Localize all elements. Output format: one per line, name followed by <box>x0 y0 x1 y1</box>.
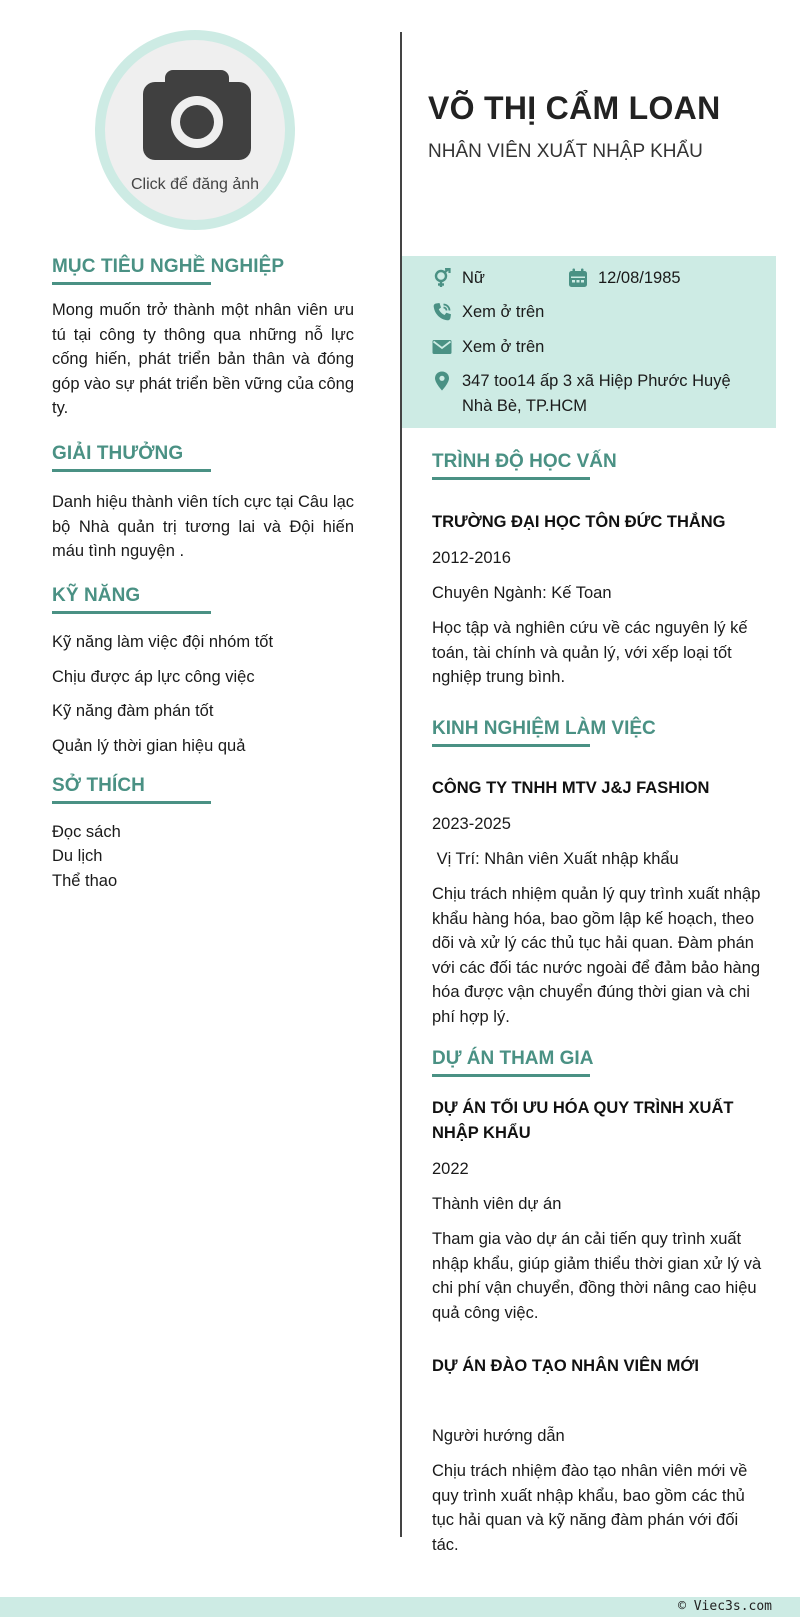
candidate-name: VÕ THỊ CẨM LOAN <box>428 90 721 126</box>
avatar-placeholder[interactable] <box>105 40 285 220</box>
skill-item: Kỹ năng làm việc đội nhóm tốt <box>52 633 274 651</box>
footer-bar <box>0 1597 800 1617</box>
section-title: DỰ ÁN THAM GIA <box>432 1048 594 1069</box>
education-major: Chuyên Ngành: Kế Toan <box>432 584 612 602</box>
education-school: TRƯỜNG ĐẠI HỌC TÔN ĐỨC THẮNG <box>432 513 726 531</box>
project-year: 2022 <box>432 1160 469 1178</box>
section-underline <box>432 744 590 747</box>
skill-item: Kỹ năng đàm phán tốt <box>52 702 214 720</box>
section-title: KỸ NĂNG <box>52 585 141 606</box>
project-role: Thành viên dự án <box>432 1195 562 1213</box>
awards-section <box>52 443 354 472</box>
birthday-value: 12/08/1985 <box>598 269 681 287</box>
footer-credit[interactable]: © Viec3s.com <box>678 1599 772 1614</box>
hobby-item: Du lịch <box>52 847 103 865</box>
camera-icon <box>143 68 251 160</box>
experience-period: 2023-2025 <box>432 815 511 833</box>
avatar-upload[interactable] <box>95 30 295 230</box>
email-icon <box>432 337 452 357</box>
section-title: MỤC TIÊU NGHỀ NGHIỆP <box>52 256 285 277</box>
project-name: DỰ ÁN ĐÀO TẠO NHÂN VIÊN MỚI <box>432 1357 700 1375</box>
section-title: SỞ THÍCH <box>52 775 146 796</box>
contact-address <box>432 369 772 418</box>
contact-email <box>432 335 544 360</box>
candidate-role: NHÂN VIÊN XUẤT NHẬP KHẨU <box>428 141 703 162</box>
email-value: Xem ở trên <box>462 338 545 356</box>
address-line: Nhà Bè, TP.HCM <box>462 396 588 415</box>
education-description: Học tập và nghiên cứu về các nguyên lý kế toán, tài chính và quản lý, với xếp loại tốt nghiệp trung bình. <box>432 619 748 687</box>
experience-position: Vị Trí: Nhân viên Xuất nhập khẩu <box>432 850 679 868</box>
skill-item: Quản lý thời gian hiệu quả <box>52 737 246 755</box>
contact-box <box>402 256 776 428</box>
gender-icon <box>432 268 452 288</box>
project-description: Tham gia vào dự án cải tiến quy trình xuất nhập khẩu, giúp giảm thiểu thời gian xử lý và chi phí vận chuyển, đồng thời nâng cao hiệu quả công việc. <box>432 1230 762 1322</box>
education-section <box>432 451 762 480</box>
calendar-icon <box>568 268 588 288</box>
section-title: TRÌNH ĐỘ HỌC VẤN <box>432 451 617 472</box>
avatar-upload-label[interactable]: Click để đăng ảnh <box>130 176 260 193</box>
section-title: KINH NGHIỆM LÀM VIỆC <box>432 718 656 739</box>
skill-item: Chịu được áp lực công việc <box>52 668 255 686</box>
address-value <box>462 369 731 418</box>
section-underline <box>432 477 590 480</box>
experience-description: Chịu trách nhiệm quản lý quy trình xuất nhập khẩu hàng hóa, bao gồm lập kế hoạch, theo dõi và xử lý các thủ tục hải quan. Đàm phán với các đối tác nước ngoài để đảm bảo hàng hóa được vận chuyển đúng thời gian và chi phí hợp lý. <box>432 885 761 1026</box>
skills-section <box>52 585 354 614</box>
location-pin-icon <box>432 371 452 391</box>
project-name: DỰ ÁN TỐI ƯU HÓA QUY TRÌNH XUẤT NHẬP KHẨU <box>432 1099 734 1142</box>
section-underline <box>52 611 211 614</box>
hobby-item: Thể thao <box>52 872 118 890</box>
contact-phone <box>432 300 544 325</box>
section-underline <box>52 282 211 285</box>
gender-value: Nữ <box>462 269 485 287</box>
address-line: 347 too14 ấp 3 xã Hiệp Phước Huyệ <box>462 372 731 390</box>
hobby-item: Đọc sách <box>52 823 121 841</box>
experience-company: CÔNG TY TNHH MTV J&J FASHION <box>432 779 710 797</box>
section-title: GIẢI THƯỞNG <box>52 443 184 464</box>
project-role: Người hướng dẫn <box>432 1427 565 1445</box>
career-goal-section <box>52 256 354 285</box>
contact-birthday <box>568 266 681 291</box>
experience-section <box>432 718 762 747</box>
hobbies-section <box>52 775 354 804</box>
career-goal-text: Mong muốn trở thành một nhân viên ưu tú tại công ty thông qua những nỗ lực cống hiến, phát triển bản thân và đóng góp vào sự phát triển bền vững của công ty. <box>52 301 354 418</box>
education-period: 2012-2016 <box>432 549 511 567</box>
section-underline <box>52 469 211 472</box>
awards-text: Danh hiệu thành viên tích cực tại Câu lạc bộ Nhà quản trị tương lai và Đội hiến máu tình nguyện . <box>52 493 354 561</box>
project-description: Chịu trách nhiệm đào tạo nhân viên mới về quy trình xuất nhập khẩu, bao gồm các thủ tục hải quan và kỹ năng đàm phán với đối tác. <box>432 1462 748 1554</box>
contact-gender <box>432 266 485 291</box>
section-underline <box>432 1074 590 1077</box>
section-underline <box>52 801 211 804</box>
phone-icon <box>432 302 452 322</box>
phone-value: Xem ở trên <box>462 303 545 321</box>
projects-section <box>432 1048 762 1077</box>
